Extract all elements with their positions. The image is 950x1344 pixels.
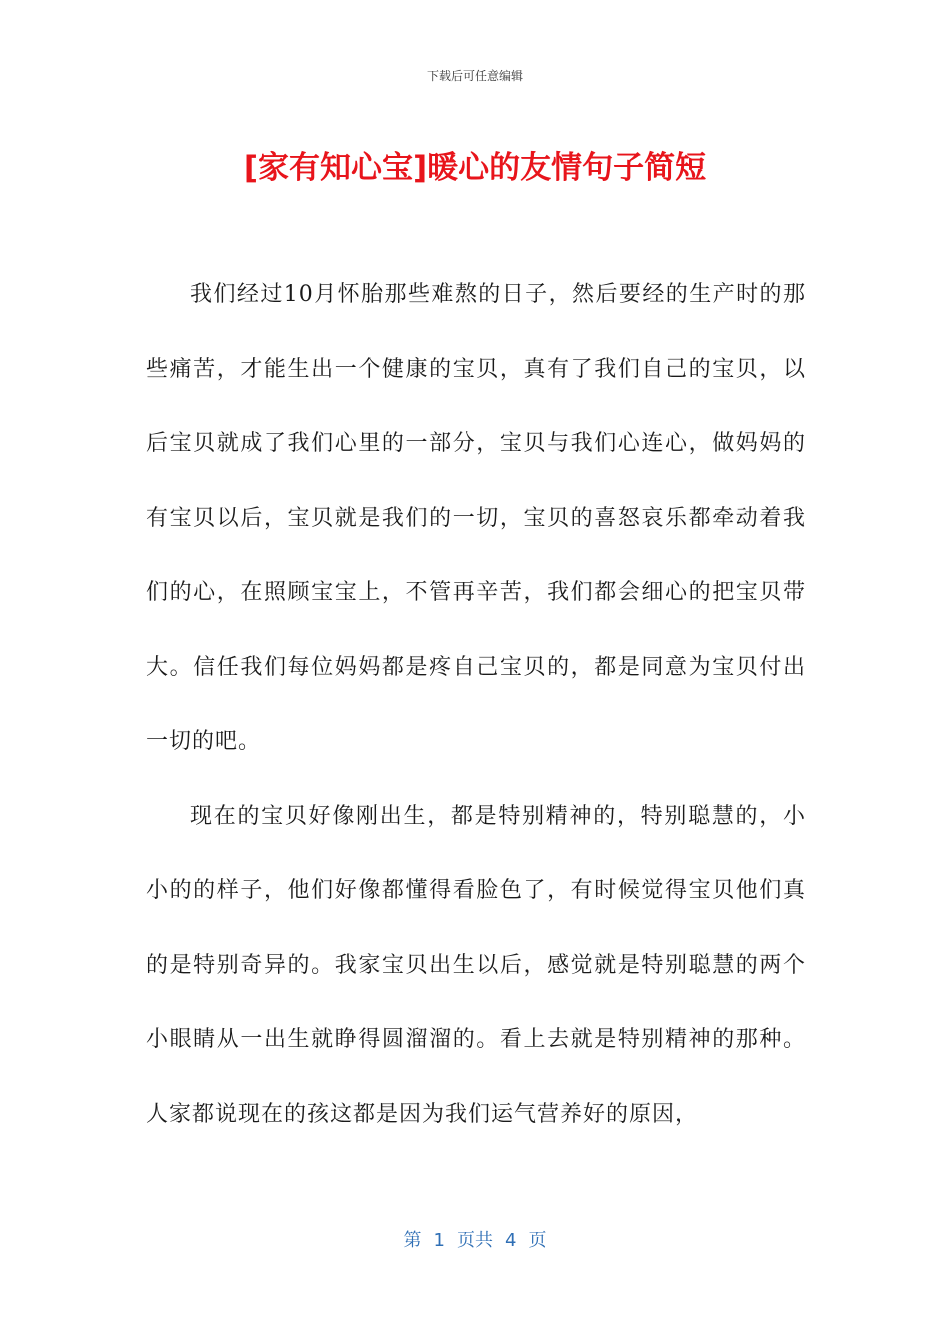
page-prefix: 第 [403,1230,422,1251]
header-note: 下载后可任意编辑 [426,69,523,83]
page-footer [0,1226,950,1252]
document-body [146,258,806,1152]
paragraph-2: 现在的宝贝好像刚出生，都是特别精神的，特别聪慧的，小小的的样子，他们好像都懂得看脸色了，有时候觉得宝贝他们真的是特别奇异的。我家宝贝出生以后，感觉就是特别聪慧的两个小眼睛从一出生就睁得圆溜溜的。看上去就是特别精神的那种。人家都说现在的孩这都是因为我们运气营养好的原因， [146,803,806,1127]
page-middle: 页共 [457,1230,493,1251]
page-suffix: 页 [528,1230,547,1251]
page-current-number: 1 [433,1230,445,1251]
page-total-number: 4 [505,1230,517,1251]
paragraph-1: 我们经过10月怀胎那些难熬的日子，然后要经的生产时的那些痛苦，才能生出一个健康的宝贝，真有了我们自己的宝贝，以后宝贝就成了我们心里的一部分，宝贝与我们心连心，做妈妈的有宝贝以后，宝贝就是我们的一切，宝贝的喜怒哀乐都牵动着我们的心，在照顾宝宝上，不管再辛苦，我们都会细心的把宝贝带大。信任我们每位妈妈都是疼自己宝贝的，都是同意为宝贝付出一切的吧。 [146,282,806,754]
document-title: [家有知心宝]暖心的友情句子简短 [243,150,707,186]
